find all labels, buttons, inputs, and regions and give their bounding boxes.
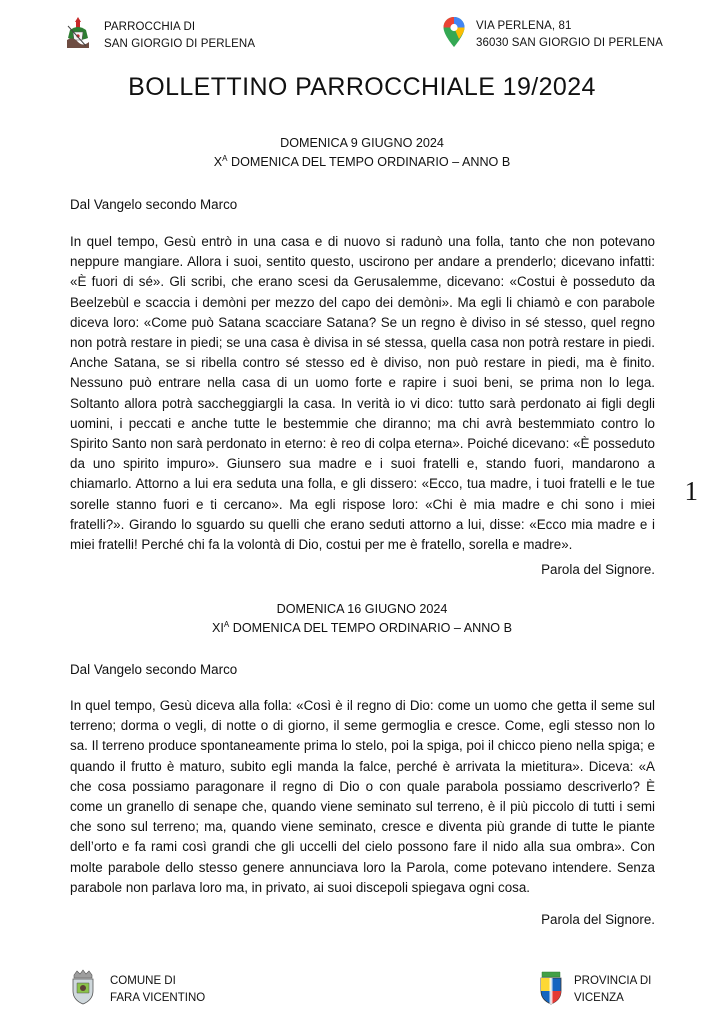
provincia-line-2: VICENZA (574, 991, 624, 1004)
provincia-line-1: PROVINCIA DI (574, 974, 652, 987)
sunday-heading-2 (0, 600, 724, 638)
saint-george-emblem-icon (64, 16, 92, 55)
gospel-source-1: Dal Vangelo secondo Marco (70, 197, 238, 212)
page-number: 1 (684, 476, 698, 506)
closing-line-2: Parola del Signore. (541, 912, 655, 927)
sunday-liturgy (0, 619, 724, 638)
ordinal: XI (212, 621, 224, 635)
parish-line-2: SAN GIORGIO DI PERLENA (104, 37, 256, 50)
provincia-coat-of-arms-icon (538, 969, 564, 1010)
footer-comune (70, 969, 205, 1010)
sunday-liturgy (0, 153, 724, 172)
comune-coat-of-arms-icon (70, 969, 96, 1010)
sunday-date: DOMENICA 16 GIUGNO 2024 (276, 602, 448, 616)
ordinal-superscript: A (222, 154, 228, 163)
parish-line-1: PARROCCHIA DI (104, 20, 196, 33)
liturgy-text: DOMENICA DEL TEMPO ORDINARIO – ANNO B (229, 621, 512, 635)
gospel-text-2: In quel tempo, Gesù diceva alla folla: «Così è il regno di Dio: come un uomo che getta il seme sul terreno; dorma o vegli, di notte o di giorno, il seme germoglia e cresce. Come, egli stesso non lo sa. Il terreno produce spontaneamente prima lo stelo, poi la spiga, poi il chicco pieno nella spiga; e quando il frutto è maturo, subito egli manda la falce, perché è arrivata la mietitura». Diceva: «A che cosa possiamo paragonare il regno di Dio o con quale parabola possiamo descriverlo? È come un granello di senape che, quando viene seminato sul terreno, è il più piccolo di tutti i semi che sono sul terreno; ma, quando viene seminato, cresce e diventa più grande di tutte le piante dell’orto e fa rami così grandi che gli uccelli del cielo possono fare il nido alla sua ombra». Con molte parabole dello stesso genere annunciava loro la Parola, come potevano intendere. Senza parabole non parlava loro ma, in privato, ai suoi discepoli spiegava ogni cosa. (70, 698, 655, 895)
ordinal-superscript: A (223, 620, 230, 629)
closing-line-1: Parola del Signore. (541, 562, 655, 577)
page-title: BOLLETTINO PARROCCHIALE 19/2024 (128, 73, 596, 101)
sunday-heading-1 (0, 134, 724, 172)
header-address (442, 16, 663, 53)
gospel-text-1: In quel tempo, Gesù entrò in una casa e di nuovo si radunò una folla, tanto che non potevano neppure mangiare. Allora i suoi, sentito questo, uscirono per andare a prenderlo; dicevano infatti: «È fuori di sé». Gli scribi, che erano scesi da Gerusalemme, dicevano: «Costui è posseduto da Beelzebùl e scaccia i demòni per mezzo del capo dei demòni». Ma egli li chiamò e con parabole diceva loro: «Come può Satana scacciare Satana? Se un regno è diviso in sé stesso, quel regno non potrà restare in piedi; se una casa è divisa in sé stessa, quella casa non potrà restare in piedi. Anche Satana, se si ribella contro sé stesso ed è diviso, non può restare in piedi, ma è finito. Nessuno può entrare nella casa di un uomo forte e rapire i suoi beni, se prima non lo lega. Soltanto allora potrà saccheggiargli la casa. In verità io vi dico: tutto sarà perdonato ai figli degli uomini, i peccati e anche tutte le bestemmie che diranno; ma chi avrà bestemmiato contro lo Spirito Santo non sarà perdonato in eterno: è reo di colpa eterna». Poiché dicevano: «È posseduto da uno spirito impuro». Giunsero sua madre e i suoi fratelli e, stando fuori, mandarono a chiamarlo. Attorno a lui era seduta una folla, e gli dissero: «Ecco, tua madre, i tuoi fratelli e le tue sorelle stanno fuori e ti cercano». Ma egli rispose loro: «Chi è mia madre e chi sono i miei fratelli?». Girando lo sguardo su quelli che erano seduti attorno a lui, disse: «Ecco mia madre e i miei fratelli! Perché chi fa la volontà di Dio, costui per me è fratello, sorella e madre». (70, 234, 655, 553)
address-line-2: 36030 SAN GIORGIO DI PERLENA (476, 36, 663, 49)
address-line-1: VIA PERLENA, 81 (476, 19, 572, 32)
sunday-date: DOMENICA 9 GIUGNO 2024 (280, 136, 444, 150)
comune-line-2: FARA VICENTINO (110, 991, 206, 1004)
map-pin-icon (442, 16, 466, 53)
comune-line-1: COMUNE DI (110, 974, 176, 987)
gospel-source-2: Dal Vangelo secondo Marco (70, 662, 238, 677)
header-parish (64, 16, 255, 55)
liturgy-text: DOMENICA DEL TEMPO ORDINARIO – ANNO B (227, 155, 511, 169)
ordinal: X (213, 155, 223, 169)
footer-provincia (538, 969, 651, 1010)
